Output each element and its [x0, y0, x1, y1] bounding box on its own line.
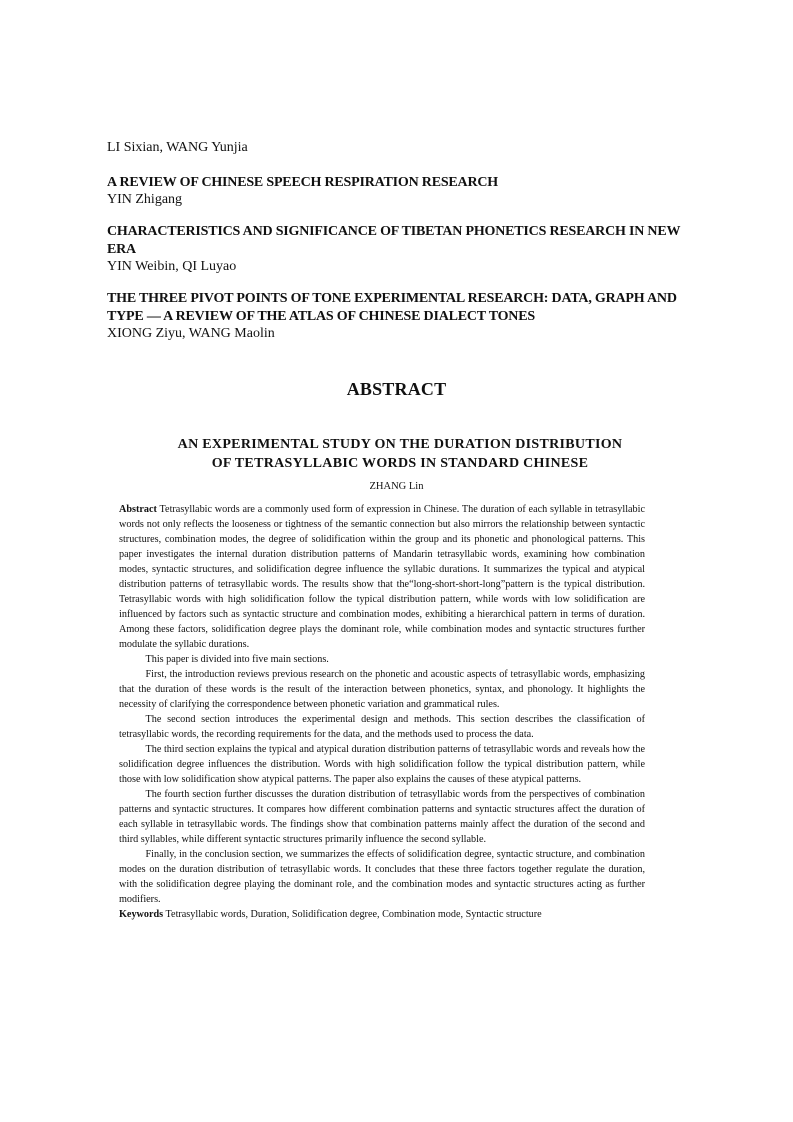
paper-title [120, 435, 680, 473]
keywords-text: Tetrasyllabic words, Duration, Solidification degree, Combination mode, Syntactic structure [165, 909, 542, 920]
entry-authors: YIN Zhigang [107, 192, 183, 207]
entry-title: CHARACTERISTICS AND SIGNIFICANCE OF TIBETAN PHONETICS RESEARCH IN NEW ERA [107, 224, 681, 257]
keywords-paragraph [119, 907, 645, 922]
paper-author: ZHANG Lin [369, 481, 424, 492]
abstract-paragraph [119, 502, 645, 652]
paper-title-line-1: AN EXPERIMENTAL STUDY ON THE DURATION DISTRIBUTION [177, 437, 623, 452]
keywords-label: Keywords [119, 909, 164, 920]
entry-authors: LI Sixian, WANG Yunjia [107, 140, 248, 155]
contents-entry [107, 223, 687, 275]
contents-entry [107, 140, 687, 156]
section-heading: ABSTRACT [346, 379, 447, 399]
body-paragraph: The third section explains the typical and atypical duration distribution patterns of tetrasyllabic words and reveals how the solidification degree influences the distribution. Words with high solidification follow the typical distribution pattern, while those with low solidification show atypical patterns. The paper also explains the causes of these atypical patterns. [119, 744, 645, 785]
abstract-label: Abstract [119, 504, 157, 515]
body-paragraph: The fourth section further discusses the duration distribution of tetrasyllabic words from the perspectives of combination patterns and syntactic structures. It compares how different combination patterns and syntactic structures affect the duration of each syllable in tetrasyllabic words. The findings show that combination patterns mainly affect the duration of the second and third syllables, while different syntactic structures primarily influence the second syllable. [119, 789, 645, 845]
entry-title: A REVIEW OF CHINESE SPEECH RESPIRATION RESEARCH [107, 175, 498, 190]
contents-entry [107, 174, 687, 208]
entry-authors: XIONG Ziyu, WANG Maolin [107, 326, 275, 341]
paper-title-line-2: OF TETRASYLLABIC WORDS IN STANDARD CHINESE [211, 456, 589, 471]
abstract-text: Tetrasyllabic words are a commonly used form of expression in Chinese. The duration of each syllable in tetrasyllabic words not only reflects the looseness or tightness of the semantic connection but also mirrors the relationship between syntactic structures, combination modes, the degree of solidification within the group and its phonetic and phonological patterns. This paper investigates the internal duration distribution patterns of Mandarin tetrasyllabic words, examining how combination modes, syntactic structures, and solidification degree influence the syllabic durations. It summarizes the typical and atypical distribution patterns of tetrasyllabic words. The results show that the“long-short-short-long”pattern is the typical distribution. Tetrasyllabic words with high solidification follow the typical distribution pattern, while words with low solidification are influenced by factors such as syntactic structure and combination modes, exhibiting a hierarchical pattern in terms of duration. Among these factors, solidification degree plays the dominant role, while combination modes and syntactic structures further modulate the syllabic durations. [119, 504, 645, 650]
contents-list [107, 140, 687, 357]
entry-title: THE THREE PIVOT POINTS OF TONE EXPERIMENTAL RESEARCH: DATA, GRAPH AND TYPE — A REVIEW OF THE ATLAS OF CHINESE DIALECT TONES [107, 291, 677, 324]
contents-entry [107, 290, 687, 342]
entry-authors: YIN Weibin, QI Luyao [107, 259, 237, 274]
body-paragraph: Finally, in the conclusion section, we summarizes the effects of solidification degree, syntactic structure, and combination modes on the duration distribution of tetrasyllabic words. It concludes that these three factors together regulate the duration, with the solidification degree playing the dominant role, and the combination modes and syntactic structures acting as further modifiers. [119, 849, 645, 905]
abstract-body [119, 502, 645, 922]
body-paragraph: First, the introduction reviews previous research on the phonetic and acoustic aspects of tetrasyllabic words, emphasizing that the duration of these words is the result of the interaction between phonetics, syntax, and phonology. It highlights the necessity of clarifying the correspondence between phonetic variation and grammatical rules. [119, 669, 645, 710]
body-paragraph: The second section introduces the experimental design and methods. This section describes the classification of tetrasyllabic words, the recording requirements for the data, and the methods used to process the data. [119, 714, 645, 740]
body-paragraph: This paper is divided into five main sections. [145, 654, 329, 665]
